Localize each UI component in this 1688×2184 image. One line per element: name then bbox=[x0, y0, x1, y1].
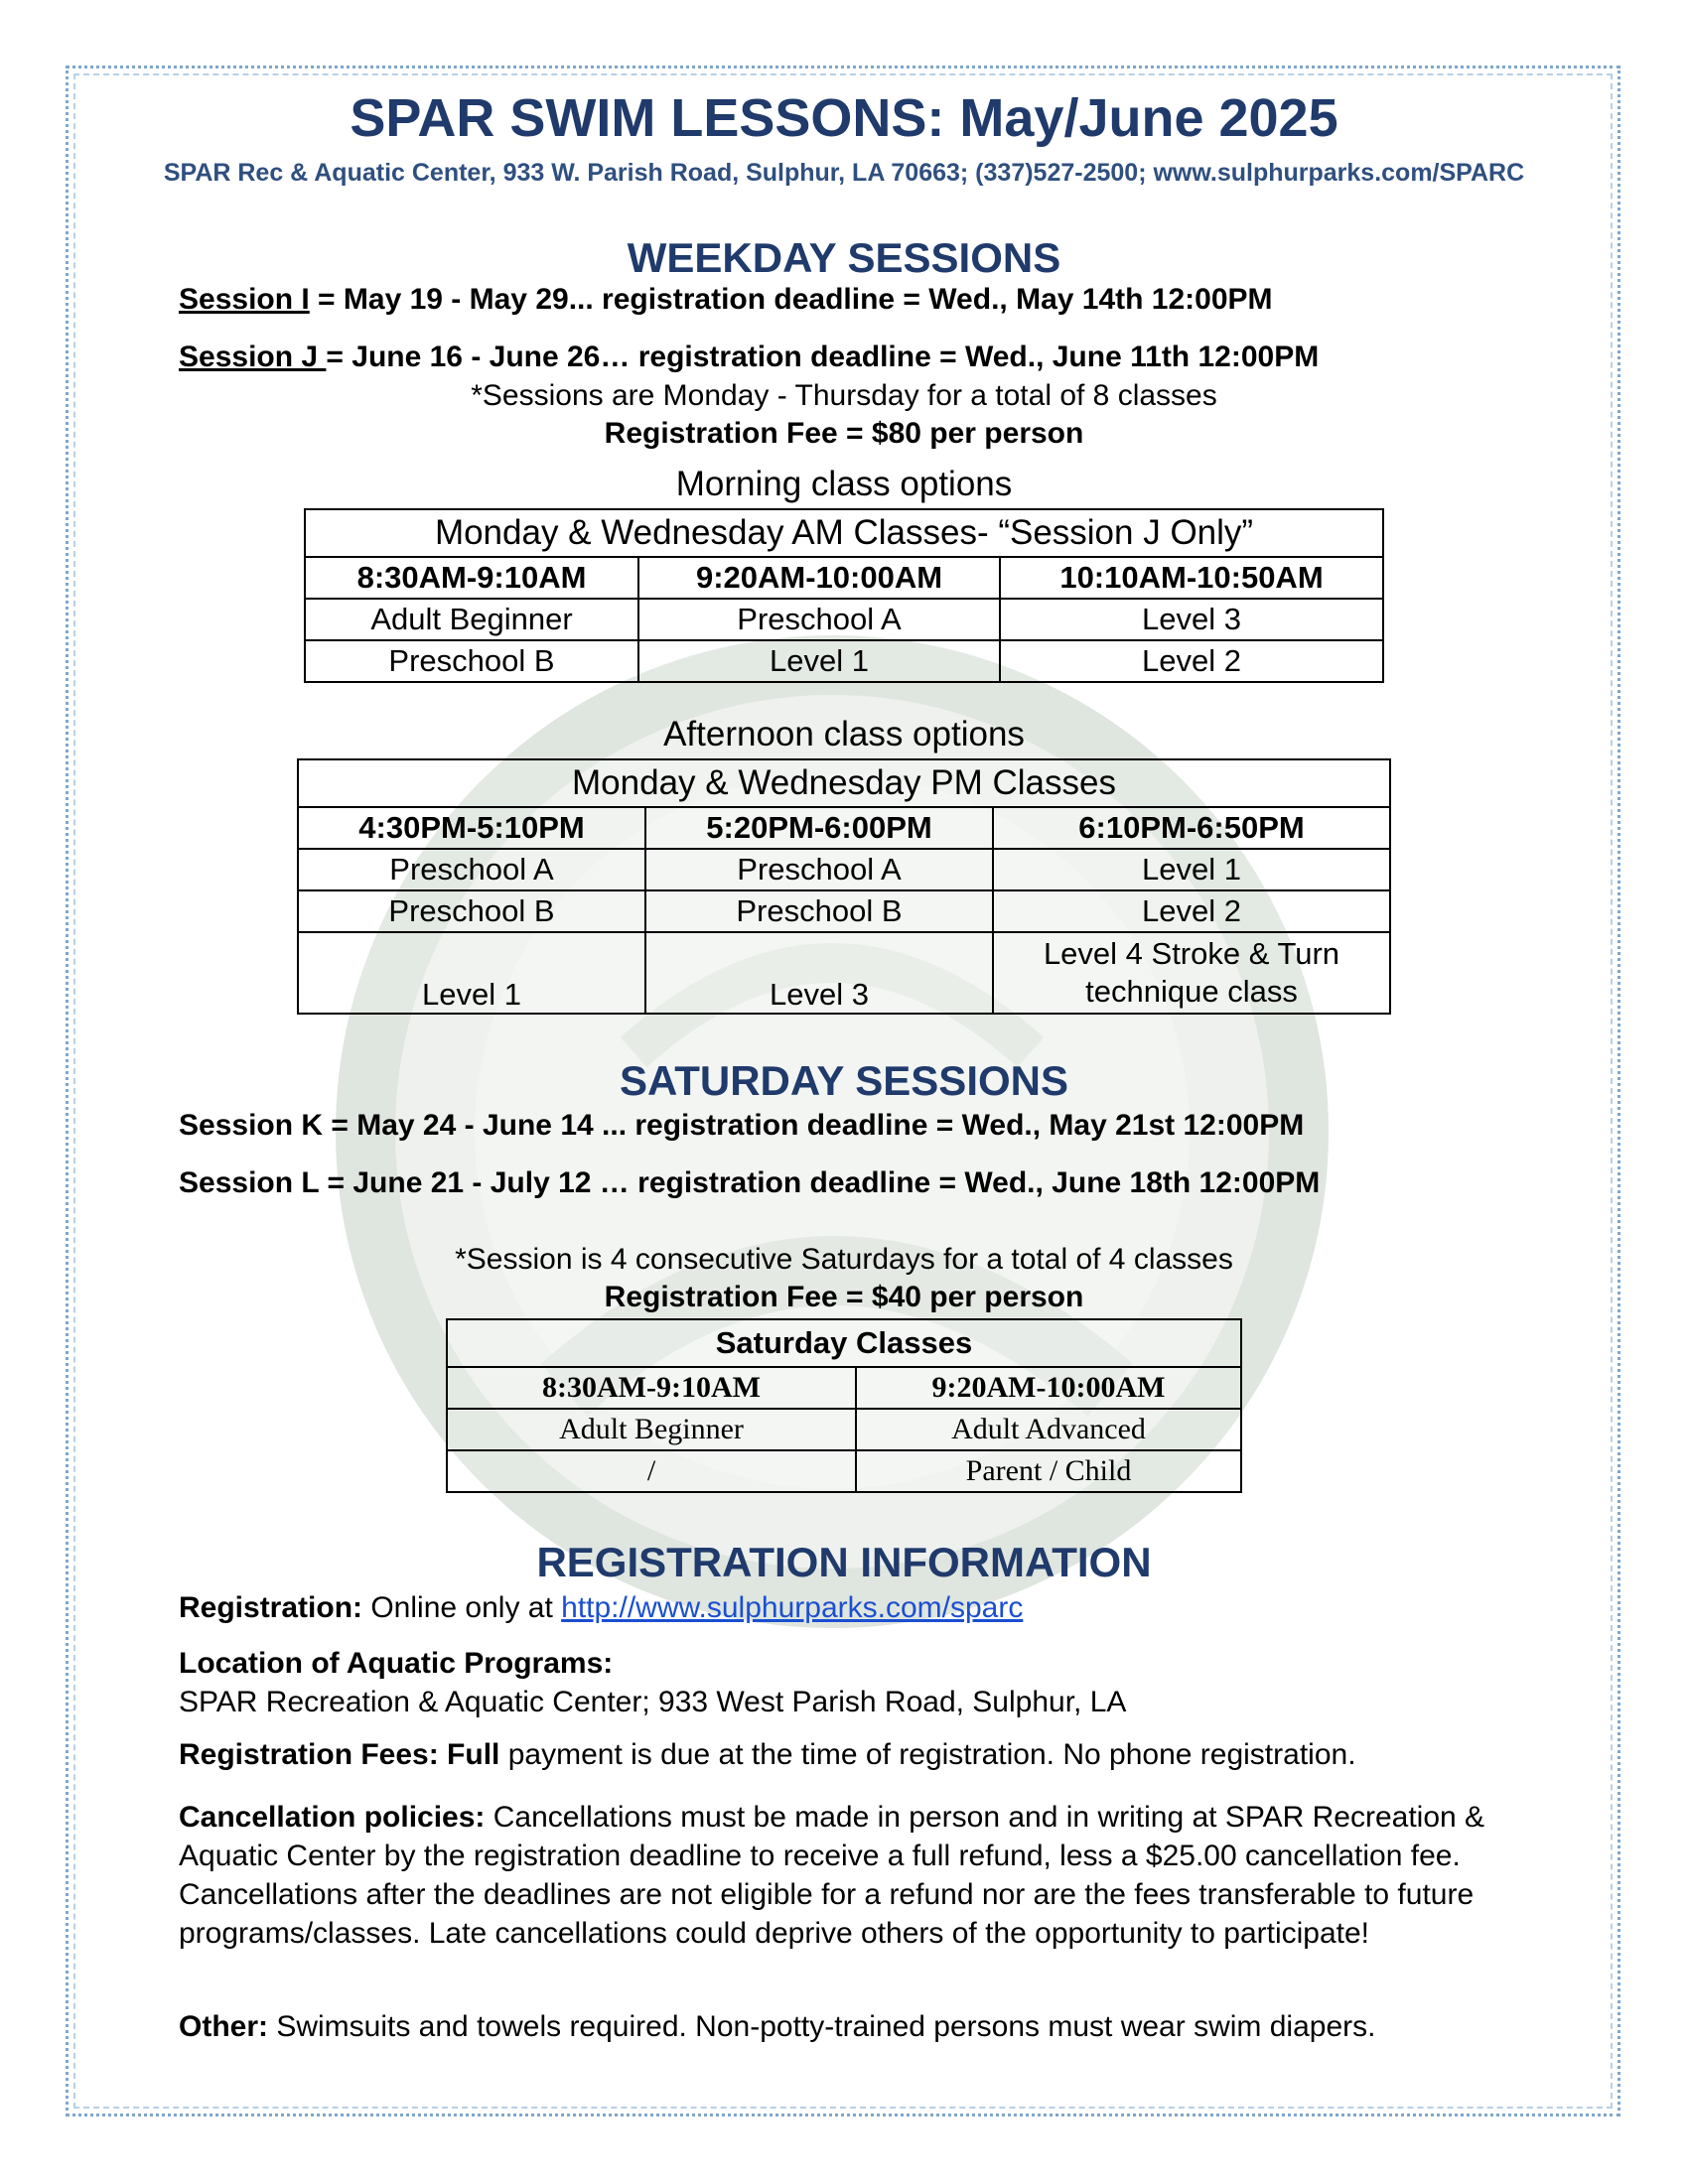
session-j-text: = June 16 - June 26… registration deadline = Wed., June 11th 12:00PM bbox=[326, 341, 1320, 373]
class-cell: Adult Advanced bbox=[856, 1409, 1241, 1450]
location-label: Location of Aquatic Programs: bbox=[179, 1647, 614, 1680]
class-cell: Level 3 bbox=[645, 932, 993, 1014]
class-cell: / bbox=[447, 1450, 856, 1492]
session-l-line: Session L = June 21 - July 12 … registration deadline = Wed., June 18th 12:00PM bbox=[179, 1166, 1321, 1199]
class-cell: Level 1 bbox=[993, 849, 1390, 890]
class-cell: Preschool B bbox=[298, 890, 645, 932]
cancellation-label: Cancellation policies: bbox=[179, 1801, 486, 1834]
time-header: 5:20PM-6:00PM bbox=[645, 807, 993, 849]
saturday-table bbox=[446, 1318, 1242, 1493]
registration-line bbox=[179, 1588, 1519, 1627]
time-header: 9:20AM-10:00AM bbox=[856, 1367, 1241, 1409]
class-cell: Preschool A bbox=[645, 849, 993, 890]
saturday-table-title: Saturday Classes bbox=[447, 1319, 1241, 1367]
table-row bbox=[447, 1409, 1241, 1450]
fees-label: Registration Fees: Full bbox=[179, 1738, 500, 1771]
registration-link[interactable]: http://www.sulphurparks.com/sparc bbox=[561, 1591, 1024, 1624]
weekday-note: *Sessions are Monday - Thursday for a total of 8 classes bbox=[471, 379, 1217, 412]
morning-heading: Morning class options bbox=[675, 465, 1013, 503]
saturday-heading: SATURDAY SESSIONS bbox=[619, 1057, 1068, 1104]
cancellation-block bbox=[179, 1798, 1519, 1953]
time-header: 10:10AM-10:50AM bbox=[1000, 557, 1383, 599]
session-i-label: Session I bbox=[179, 283, 310, 316]
location-text: SPAR Recreation & Aquatic Center; 933 West Parish Road, Sulphur, LA bbox=[179, 1686, 1127, 1718]
class-cell: Preschool B bbox=[305, 640, 638, 682]
session-j-line bbox=[179, 341, 1319, 374]
registration-label: Registration: bbox=[179, 1591, 363, 1624]
table-row bbox=[298, 849, 1390, 890]
location-block bbox=[179, 1644, 1519, 1721]
session-i-line bbox=[179, 283, 1273, 317]
class-cell: Parent / Child bbox=[856, 1450, 1241, 1492]
time-header: 8:30AM-9:10AM bbox=[305, 557, 638, 599]
class-cell: Adult Beginner bbox=[305, 599, 638, 640]
table-row bbox=[298, 890, 1390, 932]
cancellation-text: Cancellations must be made in person and in writing at SPAR Recreation & Aquatic Center by the registration deadline to receive a full refund, less a $25.00 cancellation fee. Cancellations after the deadlines are not eligible for a refund nor are the fees transferable to future programs/classes. Late cancellations could deprive others of the opportunity to participate! bbox=[179, 1801, 1485, 1950]
table-row bbox=[305, 640, 1383, 682]
morning-table-title: Monday & Wednesday AM Classes- “Session J Only” bbox=[305, 509, 1383, 557]
registration-text: Online only at bbox=[362, 1591, 562, 1624]
other-text: Swimsuits and towels required. Non-potty-trained persons must wear swim diapers. bbox=[268, 2010, 1376, 2043]
session-j-label: Session J bbox=[179, 341, 327, 373]
class-cell: Level 2 bbox=[993, 890, 1390, 932]
weekday-heading: WEEKDAY SESSIONS bbox=[627, 234, 1061, 281]
class-cell: Preschool B bbox=[645, 890, 993, 932]
table-row bbox=[305, 599, 1383, 640]
class-cell: Level 2 bbox=[1000, 640, 1383, 682]
afternoon-table-title: Monday & Wednesday PM Classes bbox=[298, 759, 1390, 807]
time-header: 4:30PM-5:10PM bbox=[298, 807, 645, 849]
time-header: 8:30AM-9:10AM bbox=[447, 1367, 856, 1409]
saturday-fee: Registration Fee = $40 per person bbox=[604, 1281, 1084, 1313]
table-row bbox=[298, 932, 1390, 1014]
registration-heading: REGISTRATION INFORMATION bbox=[536, 1539, 1152, 1585]
other-label: Other: bbox=[179, 2010, 268, 2043]
morning-table bbox=[304, 508, 1384, 683]
page-title: SPAR SWIM LESSONS: May/June 2025 bbox=[350, 88, 1338, 148]
page-subtitle: SPAR Rec & Aquatic Center, 933 W. Parish Road, Sulphur, LA 70663; (337)527-2500; www.sulphurparks.com/SPARC bbox=[163, 159, 1525, 187]
class-cell: Preschool A bbox=[638, 599, 1000, 640]
saturday-note: *Session is 4 consecutive Saturdays for a total of 4 classes bbox=[455, 1243, 1233, 1276]
other-line bbox=[179, 2007, 1519, 2046]
class-cell: Preschool A bbox=[298, 849, 645, 890]
session-i-text: = May 19 - May 29... registration deadline = Wed., May 14th 12:00PM bbox=[309, 283, 1273, 316]
table-row bbox=[447, 1450, 1241, 1492]
afternoon-heading: Afternoon class options bbox=[663, 715, 1025, 753]
time-header: 6:10PM-6:50PM bbox=[993, 807, 1390, 849]
fees-text: payment is due at the time of registration. No phone registration. bbox=[499, 1738, 1356, 1771]
class-cell: Adult Beginner bbox=[447, 1409, 856, 1450]
time-header: 9:20AM-10:00AM bbox=[638, 557, 1000, 599]
session-k-line: Session K = May 24 - June 14 ... registration deadline = Wed., May 21st 12:00PM bbox=[179, 1109, 1305, 1142]
weekday-fee: Registration Fee = $80 per person bbox=[604, 417, 1084, 450]
class-cell: Level 4 Stroke & Turn technique class bbox=[993, 932, 1390, 1014]
fees-line bbox=[179, 1735, 1519, 1774]
afternoon-table bbox=[297, 758, 1391, 1015]
class-cell: Level 1 bbox=[298, 932, 645, 1014]
class-cell: Level 1 bbox=[638, 640, 1000, 682]
class-cell: Level 3 bbox=[1000, 599, 1383, 640]
